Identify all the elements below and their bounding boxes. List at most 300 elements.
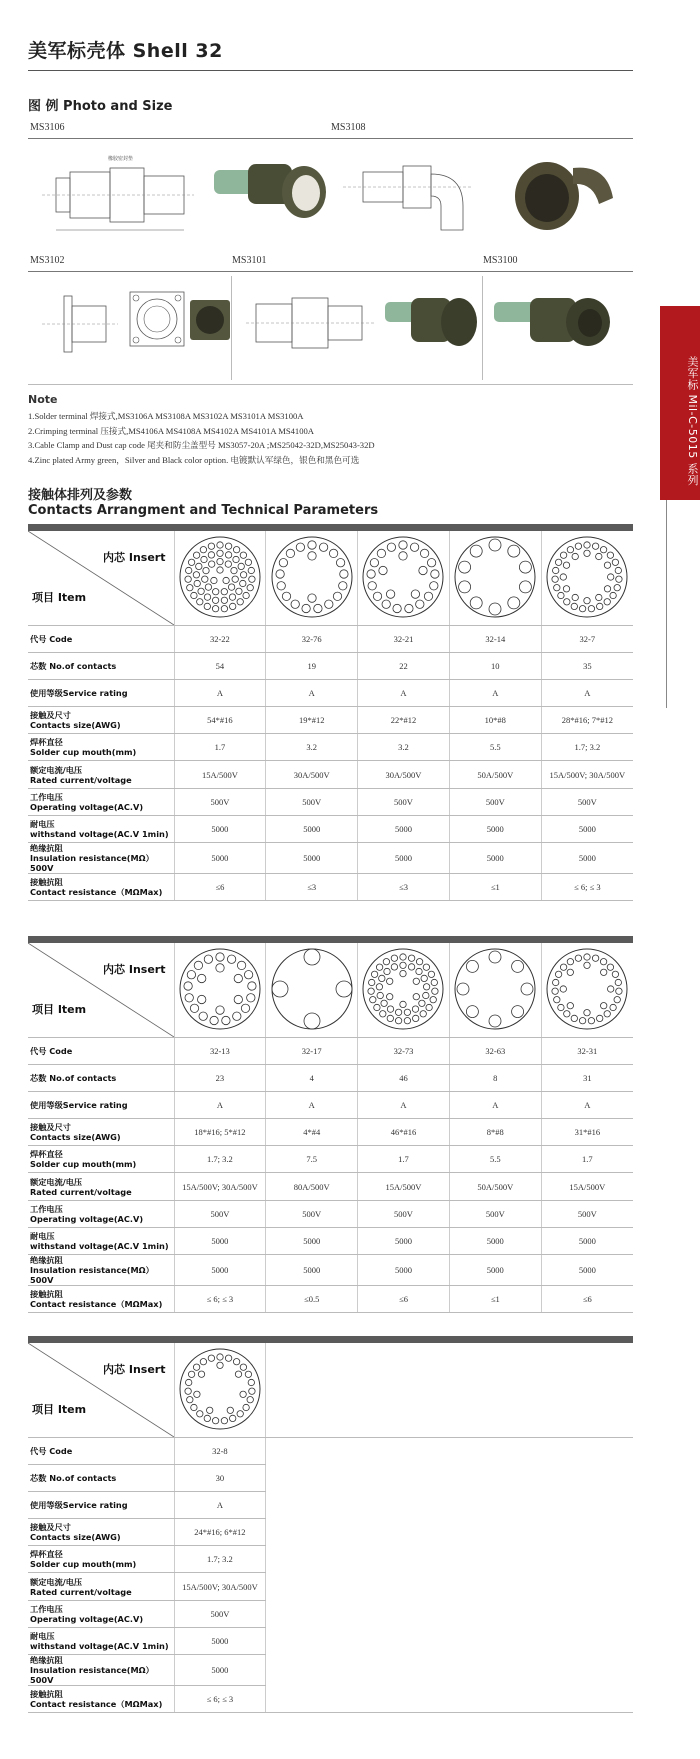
insert-pin [217, 558, 223, 564]
insert-pin [212, 605, 218, 611]
page-title: 美军标壳体 Shell 32 [28, 40, 223, 62]
title-rule [28, 70, 633, 71]
table-row [28, 1200, 633, 1227]
row-label [28, 761, 174, 788]
insert-pin [370, 996, 376, 1002]
insert-pin [613, 971, 619, 977]
insert-pin [208, 561, 214, 567]
insert-pin [593, 955, 599, 961]
insert-pin [584, 550, 590, 556]
insert-pin [430, 996, 436, 1002]
insert-pin [467, 960, 479, 972]
insert-pin [424, 983, 430, 989]
insert-pin [553, 979, 559, 985]
insert-pin [605, 585, 611, 591]
row-label-cn: 耐电压 [30, 818, 55, 829]
row-label-cn: 耐电压 [30, 1630, 55, 1641]
table-row [28, 815, 633, 842]
insert-pin [580, 605, 586, 611]
value-cell: ≤3 [358, 874, 450, 901]
insert-pin [382, 600, 390, 608]
svg-text:橡胶密封垫: 橡胶密封垫 [108, 157, 134, 162]
photo-section-heading: 图 例 Photo and Size [28, 99, 173, 114]
insert-pin [291, 600, 299, 608]
row-label [28, 734, 174, 761]
insert-pin [238, 563, 244, 569]
insert-pin [243, 592, 249, 598]
insert-pin [387, 590, 395, 598]
insert-pin [193, 571, 199, 577]
insert-cell [266, 531, 358, 625]
insert-cell [358, 531, 450, 625]
insert-pin [324, 600, 332, 608]
row-label-cn: 接触及尺寸 [30, 1122, 71, 1133]
insert-pin [336, 558, 344, 566]
insert-cell [541, 1343, 633, 1437]
value-cell: 5000 [541, 1255, 633, 1286]
value-cell: 50A/500V [449, 761, 541, 788]
value-cell: 1.7 [358, 1146, 450, 1173]
insert-pin [616, 576, 622, 582]
value-cell: A [449, 679, 541, 706]
side-tab: 美军标 Mil-C-5015 系列 [660, 306, 700, 500]
insert-pin [405, 604, 413, 612]
insert-pin [372, 971, 378, 977]
row-label-en: Solder cup mouth(mm) [30, 1559, 137, 1570]
insert-pin [584, 1009, 590, 1015]
insert-pin [396, 1009, 402, 1015]
insert-pin [564, 562, 570, 568]
insert-pin [237, 1410, 243, 1416]
insert-pin [307, 541, 315, 549]
row-label-cn: 额定电流/电压 [30, 1576, 83, 1587]
value-cell [449, 1437, 541, 1464]
insert-pin [613, 559, 619, 565]
table-row [28, 734, 633, 761]
insert-pin [204, 603, 210, 609]
row-label [28, 1064, 174, 1091]
insert-diagram [177, 946, 263, 1032]
insert-pin [374, 592, 382, 600]
value-cell: ≤ 6; ≤ 3 [174, 1286, 266, 1313]
insert-pin [508, 597, 520, 609]
value-cell: 15A/500V [541, 1173, 633, 1200]
row-label-en: Contact resistance（MΩMax) [30, 1699, 163, 1710]
value-cell: 7.5 [266, 1146, 358, 1173]
insert-pin [232, 1012, 240, 1020]
value-cell: ≤0.5 [266, 1286, 358, 1313]
value-cell: 3.2 [266, 734, 358, 761]
insert-pin [421, 975, 427, 981]
value-cell [449, 1655, 541, 1686]
row-label-cn: 焊杯直径 [30, 1149, 63, 1160]
insert-pin [244, 970, 252, 978]
insert-pin [249, 1388, 255, 1394]
insert-cell [541, 943, 633, 1037]
value-cell: A [174, 1491, 266, 1518]
insert-pin [339, 570, 347, 578]
insert-pin [196, 598, 202, 604]
value-cell: 23 [174, 1064, 266, 1091]
row-label-cn: 绝缘抗阻 [30, 1655, 63, 1665]
table-row [28, 1037, 633, 1064]
insert-pin [400, 962, 406, 968]
insert-pin [221, 605, 227, 611]
header-diagonal [28, 943, 174, 1037]
value-cell: ≤6 [358, 1286, 450, 1313]
ms3108-drawing [333, 150, 483, 240]
insert-pin [228, 584, 234, 590]
table-top-bar [28, 1336, 633, 1343]
row-label-en: Operating voltage(AC.V) [30, 1213, 144, 1224]
table-row [28, 843, 633, 874]
insert-diagram [177, 1346, 263, 1432]
value-cell [266, 1491, 358, 1518]
table-row [28, 1491, 633, 1518]
value-cell [449, 1627, 541, 1654]
value-cell [449, 1546, 541, 1573]
value-cell: 5000 [174, 1227, 266, 1254]
row-label-cn: 工作电压 [30, 1203, 63, 1214]
insert-pin [426, 1004, 432, 1010]
insert-pin [589, 605, 595, 611]
value-cell [358, 1464, 450, 1491]
value-cell: 500V [358, 788, 450, 815]
insert-pin [205, 584, 211, 590]
insert-pin [196, 1410, 202, 1416]
insert-pin [409, 963, 415, 969]
insert-pin [378, 549, 386, 557]
insert-cell [449, 531, 541, 625]
ms3101-drawing [242, 288, 382, 358]
insert-pin [572, 594, 578, 600]
insert-cell [541, 531, 633, 625]
side-line [666, 500, 667, 708]
value-cell: 22 [358, 652, 450, 679]
insert-pin [194, 1391, 200, 1397]
row-label-cn: 耐电压 [30, 1230, 55, 1241]
value-cell [358, 1491, 450, 1518]
insert-pin [217, 542, 223, 548]
value-cell [449, 1464, 541, 1491]
table-row [28, 679, 633, 706]
row-label-cn: 代号 Code [30, 1045, 73, 1056]
row-label [28, 843, 174, 874]
insert-pin [204, 1415, 210, 1421]
insert-pin [489, 951, 501, 963]
insert-pin [371, 558, 379, 566]
insert-pin [249, 576, 255, 582]
header-item-label: 项目 Item [32, 1402, 87, 1416]
table-row [28, 652, 633, 679]
row-label-cn: 接触及尺寸 [30, 1522, 71, 1533]
row-label-en: Contacts size(AWG) [30, 1532, 121, 1543]
insert-pin [571, 603, 577, 609]
insert-pin [217, 1362, 223, 1368]
insert-pin [400, 954, 406, 960]
row-label [28, 1037, 174, 1064]
insert-diagram [269, 946, 355, 1032]
insert-pin [459, 561, 471, 573]
insert-pin [560, 986, 566, 992]
table-top-bar [28, 524, 633, 531]
insert-pin [248, 1379, 254, 1385]
insert-diagram [452, 534, 538, 620]
insert-pin [276, 570, 284, 578]
insert-pin [217, 1354, 223, 1360]
value-cell: 5000 [266, 815, 358, 842]
row-label-cn: 芯数 No.of contacts [30, 1072, 117, 1083]
value-cell: 500V [266, 1200, 358, 1227]
value-cell: 500V [174, 788, 266, 815]
value-cell: 32-22 [174, 625, 266, 652]
value-cell [541, 1686, 633, 1713]
table-row [28, 1573, 633, 1600]
model-rule-2 [28, 271, 633, 272]
insert-pin [200, 1358, 206, 1364]
table-row [28, 707, 633, 734]
row-label-en: withstand voltage(AC.V 1min) [30, 1640, 169, 1651]
insert-pin [429, 971, 435, 977]
model-label-ms3108: MS3108 [331, 122, 366, 133]
insert-pin [384, 958, 390, 964]
insert-pin [411, 543, 419, 551]
ms3108-photo [503, 148, 628, 233]
insert-pin [204, 955, 212, 963]
insert-pin [296, 543, 304, 551]
value-cell [266, 1573, 358, 1600]
table-row [28, 1091, 633, 1118]
insert-pin [520, 561, 532, 573]
insert-cell [358, 943, 450, 1037]
contacts-heading-cn: 接触体排列及参数 [28, 488, 133, 503]
insert-pin [203, 567, 209, 573]
ms3106-photo [208, 156, 328, 236]
insert-pin [616, 988, 622, 994]
value-cell: 5000 [174, 843, 266, 874]
insert-pin [430, 581, 438, 589]
value-cell [449, 1491, 541, 1518]
value-cell: 30A/500V [358, 761, 450, 788]
ms3100-photo [490, 292, 628, 356]
value-cell: 15A/500V; 30A/500V [174, 1173, 266, 1200]
header-insert-label: 内芯 Insert [103, 1363, 166, 1376]
value-cell: 32-31 [541, 1037, 633, 1064]
insert-pin [248, 982, 256, 990]
value-cell [266, 1546, 358, 1573]
value-cell [541, 1573, 633, 1600]
value-cell: 500V [174, 1200, 266, 1227]
row-label [28, 1286, 174, 1313]
value-cell [541, 1464, 633, 1491]
row-label-cn: 绝缘抗阻 [30, 1255, 63, 1265]
insert-pin [381, 1000, 387, 1006]
value-cell: 32-21 [358, 625, 450, 652]
value-cell: 5.5 [449, 1146, 541, 1173]
value-cell [358, 1573, 450, 1600]
insert-pin [245, 1371, 251, 1377]
value-cell [358, 1686, 450, 1713]
insert-pin [201, 576, 207, 582]
insert-pin [227, 955, 235, 963]
insert-pin [424, 964, 430, 970]
value-cell [541, 1519, 633, 1546]
row-label [28, 1437, 174, 1464]
insert-diagram [544, 534, 630, 620]
insert-pin [571, 1015, 577, 1021]
spec-table-3 [28, 1343, 633, 1713]
insert-pin [467, 1005, 479, 1017]
insert-pin [423, 992, 429, 998]
insert-pin [233, 546, 239, 552]
value-cell: 32-76 [266, 625, 358, 652]
row-label-en: Contacts size(AWG) [30, 720, 121, 731]
row-label-en: Contact resistance（MΩMax) [30, 887, 163, 898]
value-cell [266, 1464, 358, 1491]
value-cell: 8*#8 [449, 1119, 541, 1146]
insert-pin [279, 558, 287, 566]
insert-pin [459, 581, 471, 593]
insert-pin [567, 969, 573, 975]
insert-pin [221, 1417, 227, 1423]
insert-diagram [177, 534, 263, 620]
value-cell [541, 1546, 633, 1573]
insert-pin [208, 551, 214, 557]
row-label [28, 625, 174, 652]
value-cell [358, 1655, 450, 1686]
insert-pin [229, 1415, 235, 1421]
insert-pin [197, 995, 205, 1003]
insert-pin [235, 1371, 241, 1377]
insert-pin [521, 983, 533, 995]
insert-pin [556, 971, 562, 977]
value-cell: 5000 [449, 815, 541, 842]
insert-pin [377, 992, 383, 998]
value-cell: ≤6 [174, 874, 266, 901]
row-label-en: Operating voltage(AC.V) [30, 801, 144, 812]
insert-pin [564, 1010, 570, 1016]
value-cell: 500V [174, 1600, 266, 1627]
insert-pin [194, 580, 200, 586]
insert-pin [200, 546, 206, 552]
insert-pin [212, 597, 218, 603]
insert-pin [195, 563, 201, 569]
row-label-cn: 工作电压 [30, 1603, 63, 1614]
insert-pin [240, 571, 246, 577]
insert-diagram [360, 534, 446, 620]
insert-pin [610, 592, 616, 598]
value-cell: 10*#8 [449, 707, 541, 734]
value-cell: A [174, 1091, 266, 1118]
row-label [28, 1200, 174, 1227]
insert-pin [185, 993, 193, 1001]
insert-pin [191, 592, 197, 598]
value-cell: ≤ 6; ≤ 3 [174, 1686, 266, 1713]
insert-pin [425, 592, 433, 600]
value-cell: 5000 [266, 1227, 358, 1254]
insert-pin [198, 1371, 204, 1377]
insert-pin [416, 968, 422, 974]
insert-pin [414, 993, 420, 999]
insert-pin [409, 955, 415, 961]
ms3101-photo [383, 292, 483, 356]
insert-pin [432, 988, 438, 994]
value-cell: 30 [174, 1464, 266, 1491]
insert-pin [470, 597, 482, 609]
insert-pin [225, 543, 231, 549]
row-label-cn: 接触抗阻 [30, 1689, 63, 1700]
insert-pin [377, 964, 383, 970]
insert-pin [608, 574, 614, 580]
insert-pin [193, 1364, 199, 1370]
insert-pin [561, 552, 567, 558]
insert-pin [596, 553, 602, 559]
value-cell: A [358, 679, 450, 706]
insert-pin [610, 1004, 616, 1010]
value-cell: A [266, 1091, 358, 1118]
row-label-en: Contact resistance（MΩMax) [30, 1299, 163, 1310]
value-cell: 35 [541, 652, 633, 679]
insert-pin [589, 1017, 595, 1023]
insert-pin [414, 978, 420, 984]
insert-pin [313, 604, 321, 612]
insert-pin [194, 961, 202, 969]
row-label-en: Rated current/voltage [30, 1586, 132, 1597]
spec-table-2 [28, 943, 633, 1313]
insert-pin [412, 590, 420, 598]
value-cell [266, 1655, 358, 1686]
row-label-cn: 额定电流/电压 [30, 764, 83, 775]
insert-pin [392, 955, 398, 961]
row-label-cn: 使用等级Service rating [30, 1499, 128, 1510]
header-insert-label: 内芯 Insert [103, 551, 166, 564]
value-cell: 24*#16; 6*#12 [174, 1519, 266, 1546]
value-cell [541, 1600, 633, 1627]
insert-pin [286, 549, 294, 557]
value-cell [449, 1573, 541, 1600]
insert-pin [212, 1417, 218, 1423]
insert-cell [266, 943, 358, 1037]
insert-pin [282, 592, 290, 600]
insert-pin [184, 982, 192, 990]
value-cell: 8 [449, 1064, 541, 1091]
insert-pin [405, 1009, 411, 1015]
insert-pin [399, 551, 407, 559]
insert-pin [605, 562, 611, 568]
insert-pin [223, 577, 229, 583]
row-label-cn: 芯数 No.of contacts [30, 1472, 117, 1483]
notes-heading: Note [28, 393, 58, 406]
row-label-en: Rated current/voltage [30, 1186, 132, 1197]
insert-pin [417, 958, 423, 964]
value-cell: 1.7; 3.2 [174, 1546, 266, 1573]
insert-pin [212, 588, 218, 594]
insert-pin [199, 1012, 207, 1020]
value-cell [449, 1519, 541, 1546]
insert-pin [552, 988, 558, 994]
value-cell [358, 1546, 450, 1573]
table-row [28, 761, 633, 788]
insert-pin [222, 1016, 230, 1024]
insert-pin [236, 588, 242, 594]
insert-pin [604, 598, 610, 604]
row-label [28, 1119, 174, 1146]
insert-pin [369, 979, 375, 985]
value-cell: 5000 [541, 843, 633, 874]
value-cell: 30A/500V [266, 761, 358, 788]
value-cell: 500V [541, 1200, 633, 1227]
row-label [28, 1600, 174, 1627]
